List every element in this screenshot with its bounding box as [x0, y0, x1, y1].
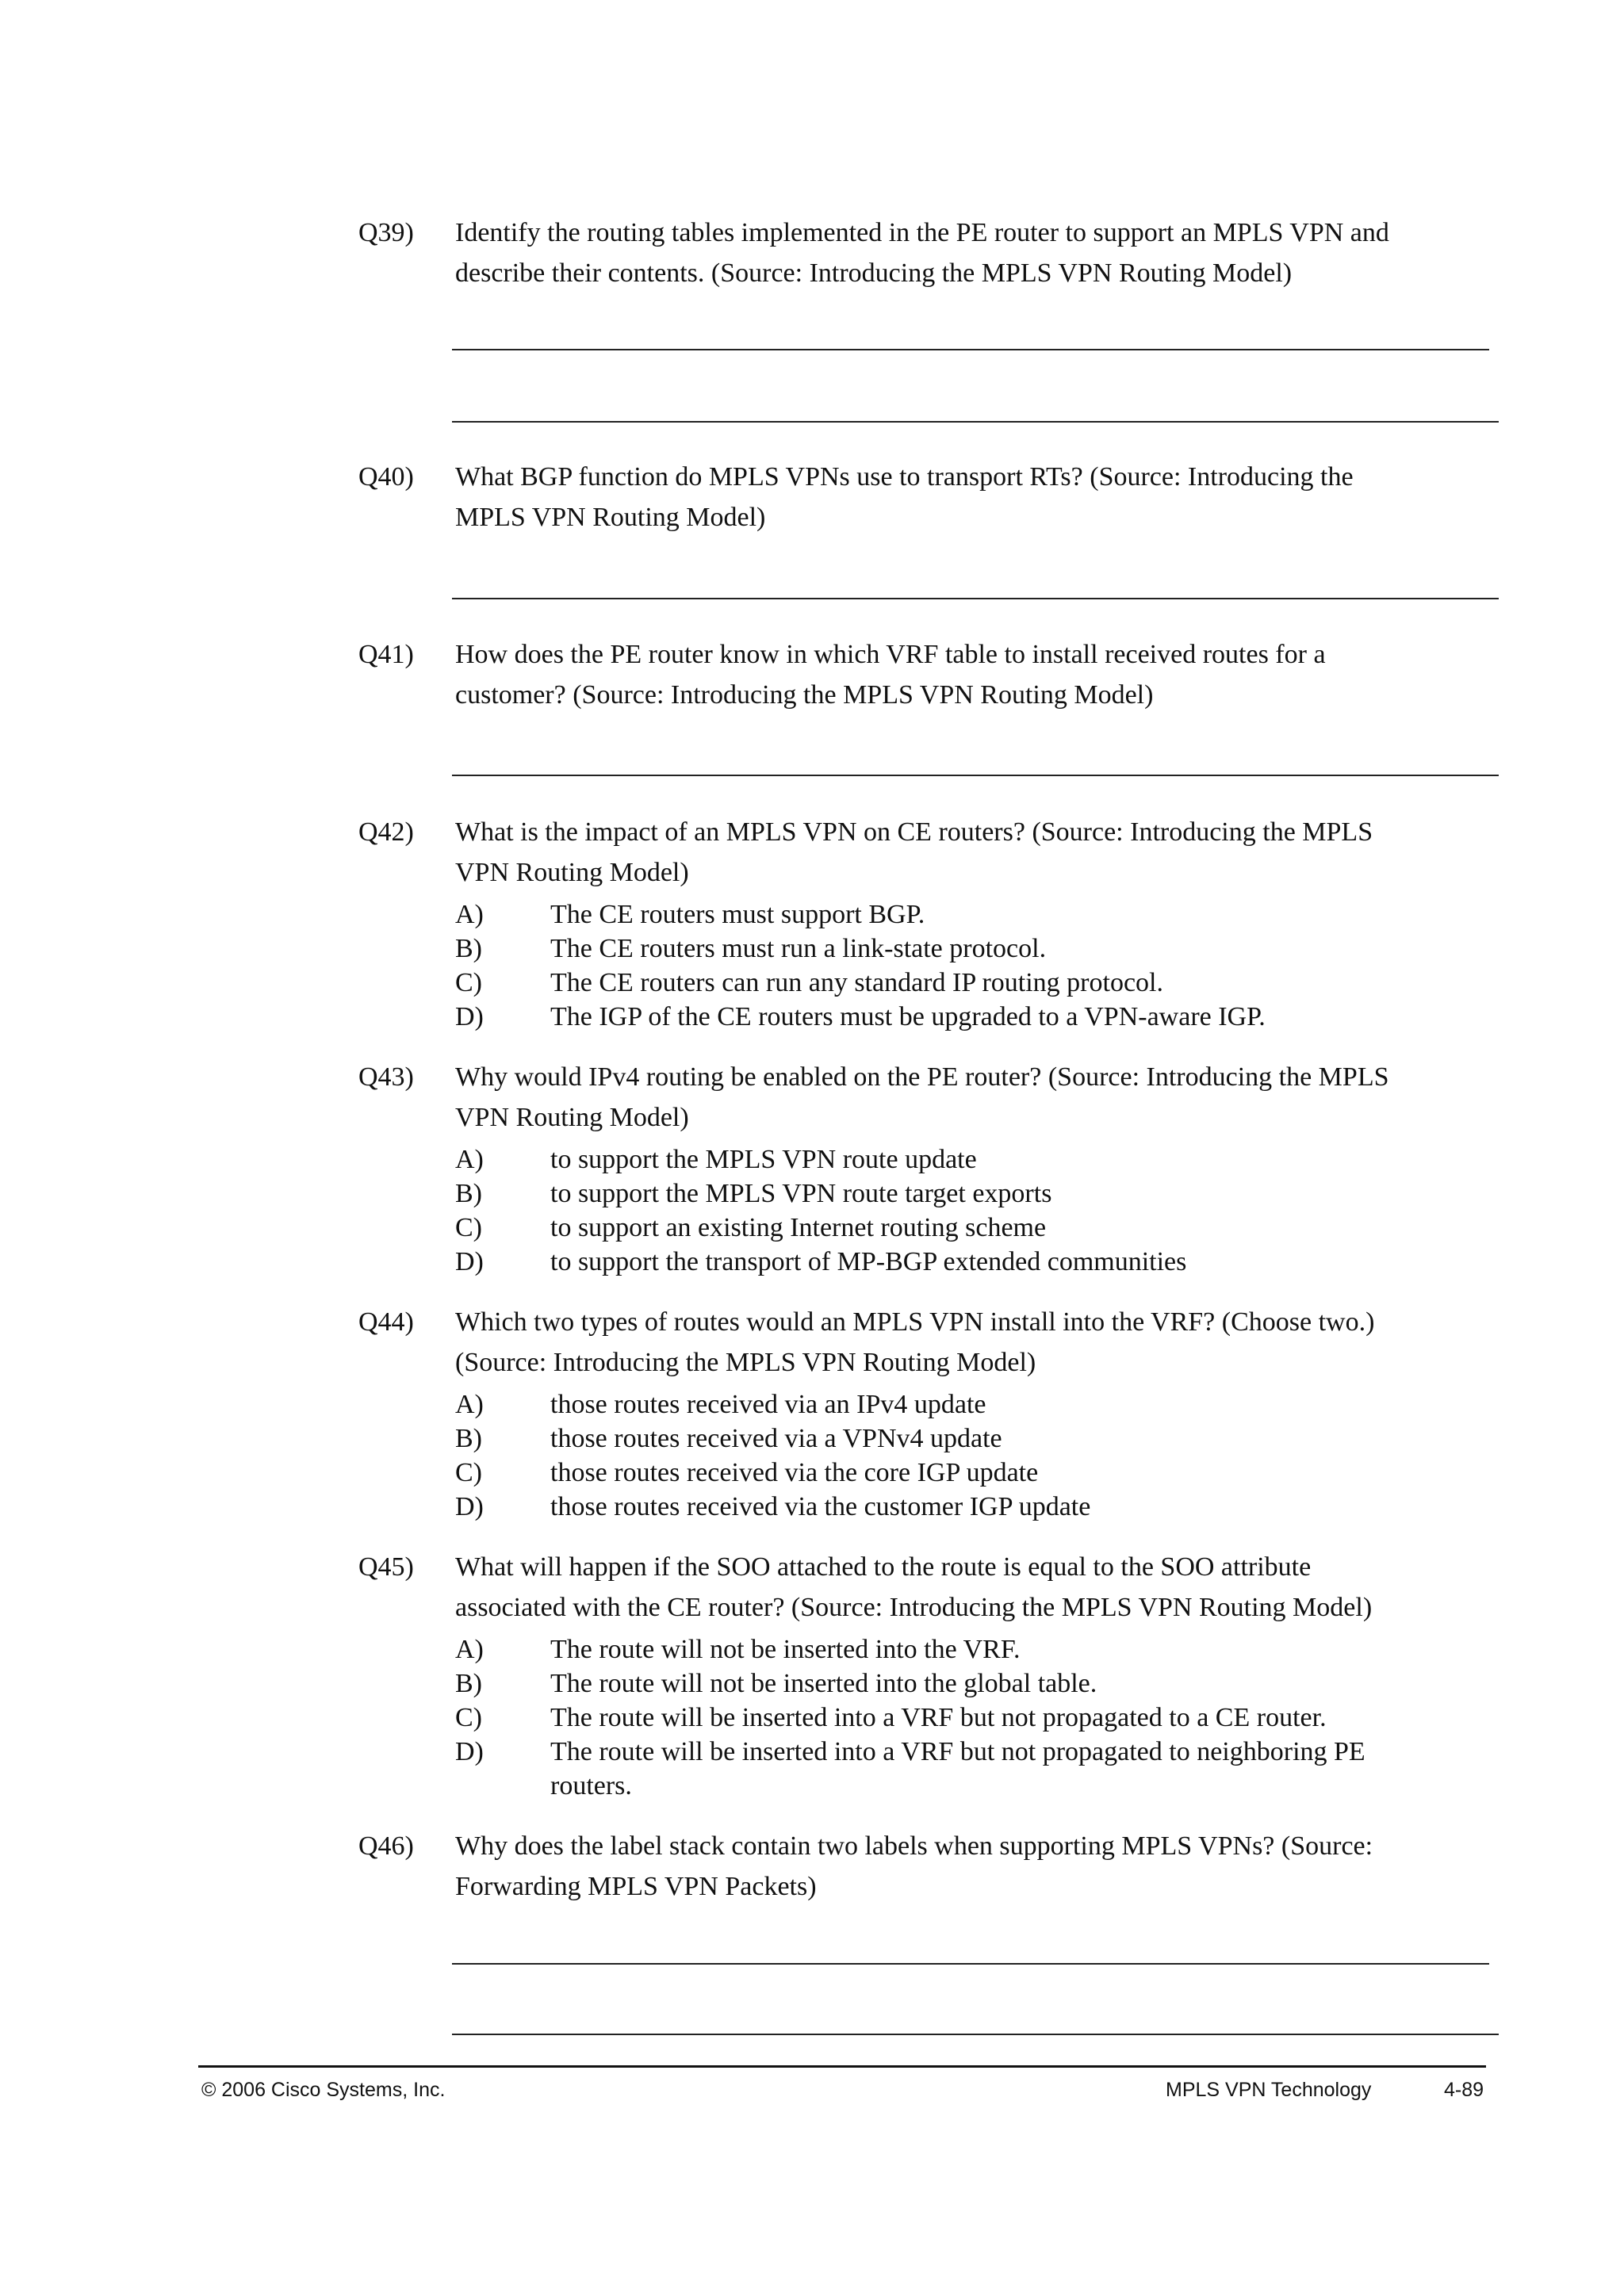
option-letter: D)	[455, 1737, 484, 1766]
answer-line[interactable]	[452, 349, 1489, 350]
answer-line[interactable]	[452, 2034, 1499, 2035]
option-text: those routes received via a VPNv4 update	[550, 1424, 1002, 1453]
option-letter: A)	[455, 1635, 484, 1664]
answer-option[interactable]	[455, 897, 1470, 932]
option-letter: B)	[455, 1669, 482, 1698]
question-line: MPLS VPN Routing Model)	[455, 503, 766, 532]
option-letter: D)	[455, 1002, 484, 1031]
question-text	[455, 212, 1470, 293]
question-number: Q45)	[358, 1552, 414, 1582]
option-text: to support the MPLS VPN route target exports	[550, 1179, 1052, 1208]
question-line: customer? (Source: Introducing the MPLS VPN Routing Model)	[455, 680, 1154, 710]
question-number: Q40)	[358, 462, 414, 492]
question-line: describe their contents. (Source: Introducing the MPLS VPN Routing Model)	[455, 258, 1293, 288]
option-text: The route will not be inserted into the global table.	[550, 1669, 1097, 1698]
question-line: What BGP function do MPLS VPNs use to transport RTs? (Source: Introducing the	[455, 462, 1354, 492]
question-number: Q46)	[358, 1831, 414, 1861]
question-line: How does the PE router know in which VRF table to install received routes for a	[455, 640, 1326, 669]
answer-option[interactable]	[455, 1490, 1470, 1524]
answer-line[interactable]	[452, 1963, 1489, 1965]
answer-line[interactable]	[452, 775, 1499, 776]
question-line: VPN Routing Model)	[455, 858, 689, 887]
answer-option[interactable]	[455, 1667, 1470, 1701]
answer-line[interactable]	[452, 421, 1499, 423]
option-letter: C)	[455, 1458, 482, 1487]
question-text	[455, 457, 1470, 538]
answer-option[interactable]	[455, 966, 1470, 1000]
answer-options	[455, 1387, 1470, 1524]
question-text	[455, 1302, 1470, 1383]
option-text: those routes received via an IPv4 update	[550, 1390, 986, 1419]
question-text	[455, 1826, 1470, 1907]
option-text-line: routers.	[550, 1771, 632, 1800]
option-text-line: The route will be inserted into a VRF but not propagated to neighboring PE	[550, 1737, 1365, 1766]
option-letter: C)	[455, 1213, 482, 1242]
option-text: The CE routers can run any standard IP routing protocol.	[550, 968, 1163, 997]
answer-option[interactable]	[455, 1422, 1470, 1456]
option-letter: B)	[455, 1179, 482, 1208]
option-text: those routes received via the customer IGP update	[550, 1492, 1091, 1521]
option-letter: B)	[455, 1424, 482, 1453]
option-text: to support the MPLS VPN route update	[550, 1145, 977, 1174]
question-line: Why does the label stack contain two labels when supporting MPLS VPNs? (Source:	[455, 1831, 1373, 1861]
footer-page-number: 4-89	[1444, 2079, 1484, 2101]
question-line: Forwarding MPLS VPN Packets)	[455, 1872, 817, 1901]
question-line: Identify the routing tables implemented in the PE router to support an MPLS VPN and	[455, 218, 1389, 247]
option-text: The CE routers must run a link-state protocol.	[550, 934, 1047, 963]
option-text: The CE routers must support BGP.	[550, 900, 925, 929]
option-letter: D)	[455, 1247, 484, 1276]
question-line: associated with the CE router? (Source: Introducing the MPLS VPN Routing Model)	[455, 1593, 1373, 1622]
option-text	[550, 1735, 1470, 1803]
option-letter: A)	[455, 1145, 484, 1174]
question-number: Q41)	[358, 640, 414, 669]
option-text: The route will not be inserted into the VRF.	[550, 1635, 1021, 1664]
question-text	[455, 634, 1470, 715]
question-text	[455, 1547, 1470, 1628]
question-line: Why would IPv4 routing be enabled on the PE router? (Source: Introducing the MPLS	[455, 1062, 1389, 1092]
option-letter: A)	[455, 900, 484, 929]
question-number: Q44)	[358, 1307, 414, 1337]
option-text: those routes received via the core IGP update	[550, 1458, 1039, 1487]
option-letter: D)	[455, 1492, 484, 1521]
answer-option[interactable]	[455, 1245, 1470, 1279]
answer-option[interactable]	[455, 1701, 1470, 1735]
option-text: to support an existing Internet routing scheme	[550, 1213, 1047, 1242]
answer-option[interactable]	[455, 1211, 1470, 1245]
option-letter: C)	[455, 968, 482, 997]
question-number: Q39)	[358, 218, 414, 247]
footer-course-title: MPLS VPN Technology	[1166, 2079, 1372, 2101]
question-text	[455, 1057, 1470, 1138]
answer-option[interactable]	[455, 1735, 1470, 1803]
footer-rule	[198, 2065, 1486, 2068]
answer-option[interactable]	[455, 1387, 1470, 1422]
answer-option[interactable]	[455, 932, 1470, 966]
answer-option[interactable]	[455, 1142, 1470, 1177]
answer-options	[455, 1142, 1470, 1279]
option-text: to support the transport of MP-BGP extended communities	[550, 1247, 1187, 1276]
option-text: The route will be inserted into a VRF but not propagated to a CE router.	[550, 1703, 1327, 1732]
footer-copyright: © 2006 Cisco Systems, Inc.	[201, 2079, 446, 2101]
option-letter: C)	[455, 1703, 482, 1732]
question-line: What will happen if the SOO attached to the route is equal to the SOO attribute	[455, 1552, 1312, 1582]
answer-options	[455, 1632, 1470, 1803]
question-line: (Source: Introducing the MPLS VPN Routing Model)	[455, 1348, 1036, 1377]
question-text	[455, 812, 1470, 893]
answer-options	[455, 897, 1470, 1034]
answer-option[interactable]	[455, 1177, 1470, 1211]
option-letter: B)	[455, 934, 482, 963]
question-line: Which two types of routes would an MPLS VPN install into the VRF? (Choose two.)	[455, 1307, 1375, 1337]
option-letter: A)	[455, 1390, 484, 1419]
answer-line[interactable]	[452, 598, 1499, 599]
question-number: Q42)	[358, 817, 414, 847]
question-number: Q43)	[358, 1062, 414, 1092]
answer-option[interactable]	[455, 1456, 1470, 1490]
option-text: The IGP of the CE routers must be upgraded to a VPN-aware IGP.	[550, 1002, 1266, 1031]
answer-option[interactable]	[455, 1000, 1470, 1034]
question-line: VPN Routing Model)	[455, 1103, 689, 1132]
answer-option[interactable]	[455, 1632, 1470, 1667]
question-line: What is the impact of an MPLS VPN on CE routers? (Source: Introducing the MPLS	[455, 817, 1373, 847]
